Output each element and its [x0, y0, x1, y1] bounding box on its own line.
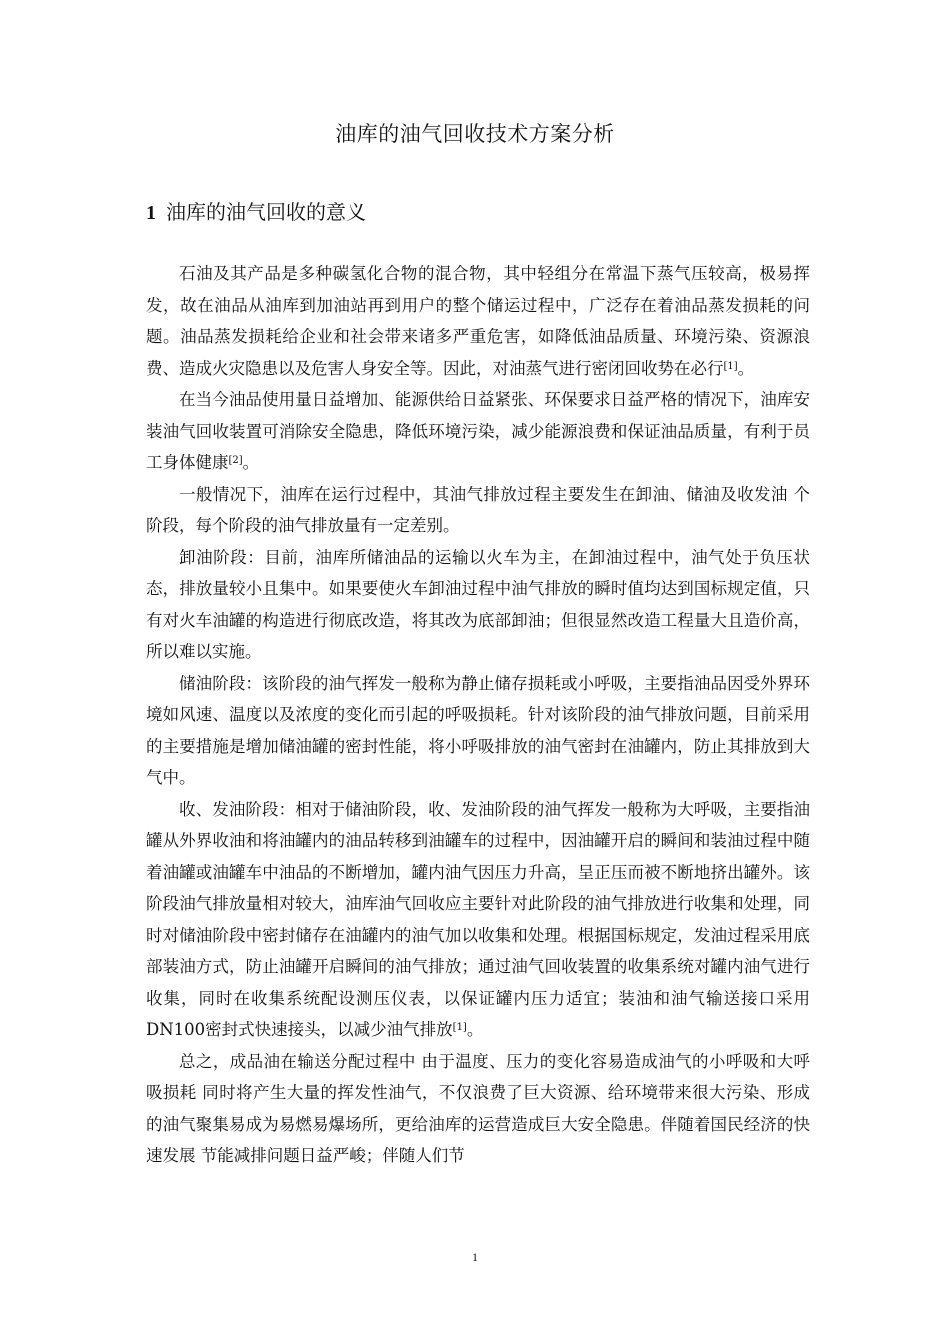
- paragraph: [146, 384, 810, 479]
- citation-ref: [2]: [228, 455, 243, 466]
- paragraph-tail: 。: [466, 1020, 484, 1039]
- paragraph: [146, 794, 810, 1046]
- paragraph-text: 储油阶段：该阶段的油气挥发一般称为静止储存损耗或小呼吸，主要指油品因受外界环境如风速、温度以及浓度的变化而引起的呼吸损耗。针对该阶段的油气排放问题，目前采用的主要措施是增加储油罐的密封性能，将小呼吸排放的油气密封在油罐内，防止其排放到大气中。: [146, 673, 810, 787]
- citation-ref: [1]: [723, 360, 738, 372]
- paragraph-text: 总之，成品油在输送分配过程中 由于温度、压力的变化容易造成油气的小呼吸和大呼吸损耗 同时将产生大量的挥发性油气，不仅浪费了巨大资源、给环境带来很大污染、形成的油气聚集易成为易燃易爆场所，更给油库的运营造成巨大安全隐患。伴随着国民经济的快速发展 节能减排问题日益严峻；伴随人们节: [146, 1051, 810, 1165]
- paragraph: [146, 668, 810, 794]
- paragraph: [146, 542, 810, 668]
- paragraph-text: 卸油阶段：目前，油库所储油品的运输以火车为主，在卸油过程中，油气处于负压状态，排放量较小且集中。如果要使火车卸油过程中油气排放的瞬时值均达到国标规定值，只有对火车油罐的构造进行彻底改造，将其改为底部卸油；但很显然改造工程量大且造价高，所以难以实施。: [146, 547, 810, 661]
- paragraph-text: 在当今油品使用量日益增加、能源供给日益紧张、环保要求日益严格的情况下，油库安装油气回收装置可消除安全隐患，降低环境污染，减少能源浪费和保证油品质量，有利于员工身体健康: [146, 390, 810, 472]
- page-number: 1: [472, 1250, 478, 1264]
- paragraph-text: 一般情况下，油库在运行过程中，其油气排放过程主要发生在卸油、储油及收发油 个阶段，每个阶段的油气排放量有一定差别。: [146, 484, 810, 535]
- paragraph: [146, 1046, 810, 1172]
- section-number: 1: [146, 202, 156, 224]
- document-title: 油库的油气回收技术方案分析: [335, 122, 615, 146]
- body-text: [146, 258, 810, 1172]
- paragraph: [146, 479, 810, 542]
- section-heading-text: 油库的油气回收的意义: [166, 200, 366, 224]
- citation-ref: [1]: [452, 1022, 467, 1033]
- paragraph-tail: 。: [737, 358, 755, 378]
- section-heading: [146, 196, 366, 229]
- paragraph-text: 收、发油阶段：相对于储油阶段，收、发油阶段的油气挥发一般称为大呼吸，主要指油罐从外界收油和将油罐内的油品转移到油罐车的过程中，因油罐开启的瞬间和装油过程中随着油罐或油罐车中油品的不断增加，罐内油气因压力升高，呈正压而被不断地挤出罐外。该阶段油气排放量相对较大，油库油气回收应主要针对此阶段的油气排放进行收集和处理，同时对储油阶段中密封储存在油罐内的油气加以收集和处理。根据国标规定，发油过程采用底部装油方式，防止油罐开启瞬间的油气排放；通过油气回收装置的收集系统对罐内油气进行收集，同时在收集系统配设测压仪表，以保证罐内压力适宜；装油和油气输送接口采用DN100密封式快速接头，以减少油气排放: [146, 799, 810, 1039]
- paragraph-tail: 。: [242, 453, 260, 472]
- paragraph: [146, 258, 810, 384]
- paragraph-text: 石油及其产品是多种碳氢化合物的混合物，其中轻组分在常温下蒸气压较高，极易挥发，故在油品从油库到加油站再到用户的整个储运过程中，广泛存在着油品蒸发损耗的问题。油品蒸发损耗给企业和社会带来诸多严重危害，如降低油品质量、环境污染、资源浪费、造成火灾隐患以及危害人身安全等。因此，对油蒸气进行密闭回收势在必行: [146, 264, 810, 378]
